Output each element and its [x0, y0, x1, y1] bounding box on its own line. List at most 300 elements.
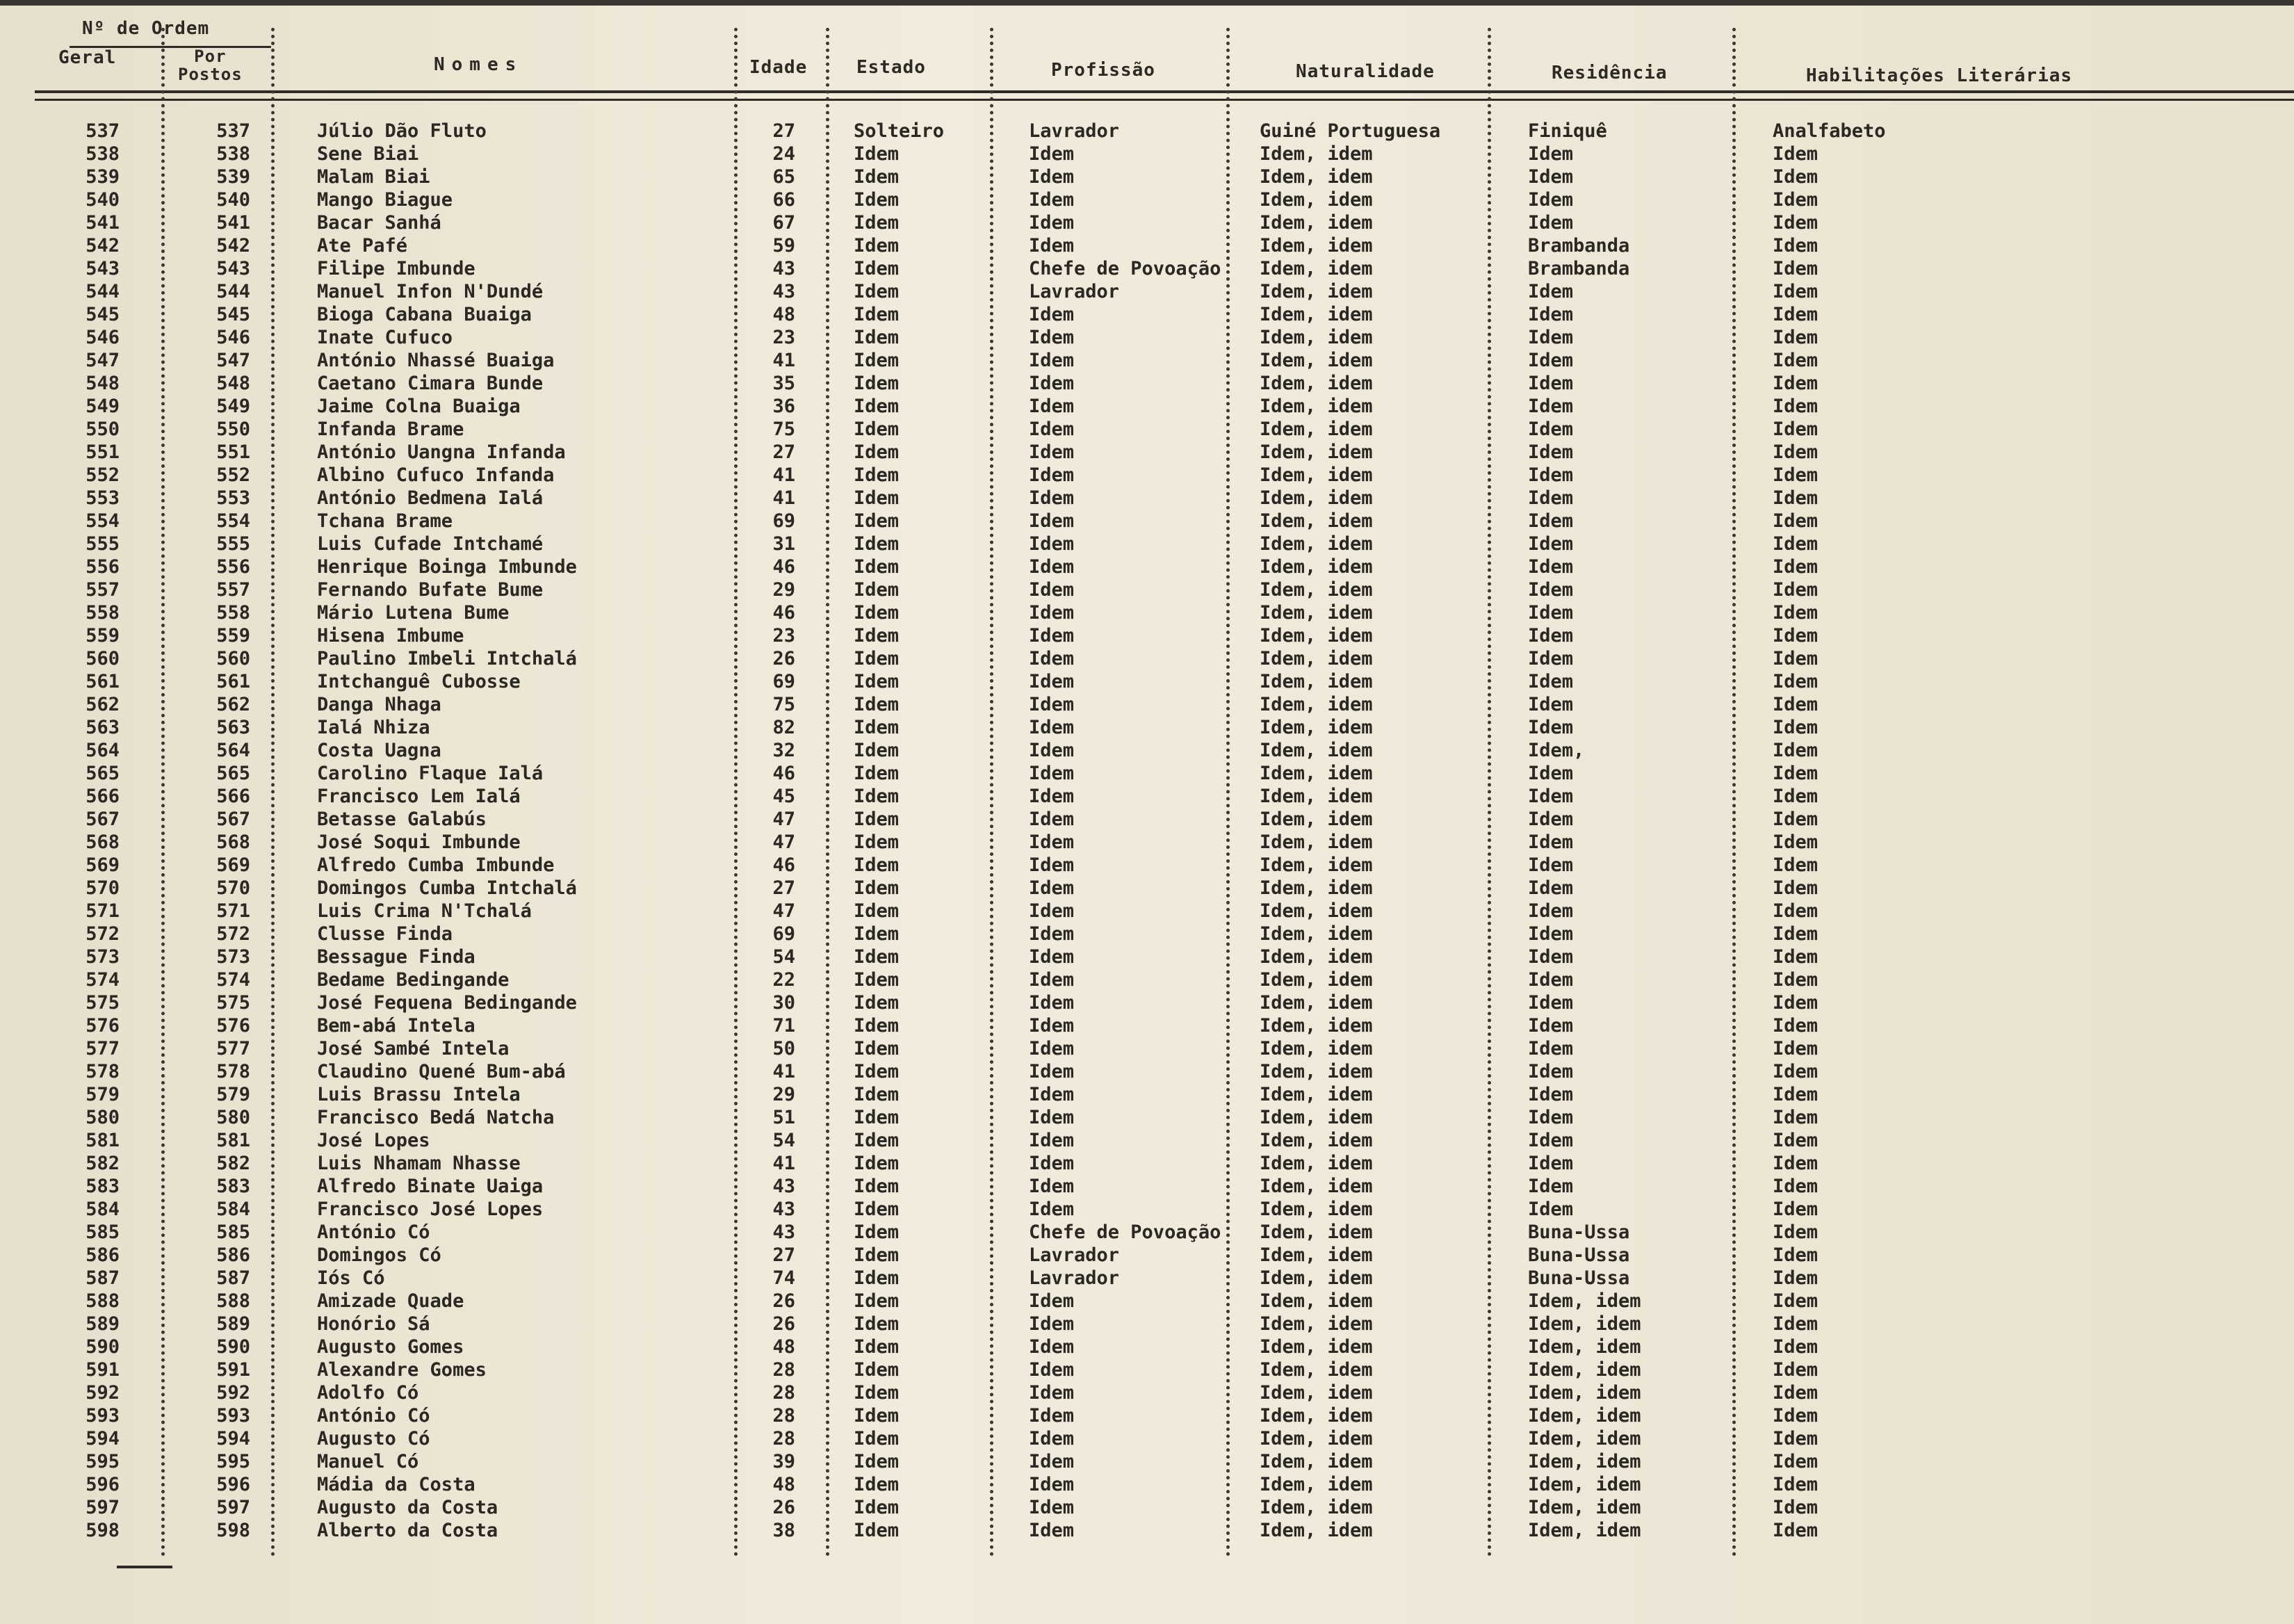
cell-numero-geral: 558: [86, 602, 120, 624]
cell-residencia: Idem,: [1528, 740, 1585, 761]
cell-profissao: Idem: [1029, 1336, 1075, 1358]
table-row: [0, 1313, 2294, 1335]
cell-numero-posto: 541: [216, 212, 250, 234]
cell-residencia: Idem: [1528, 327, 1574, 348]
cell-numero-geral: 540: [86, 189, 120, 211]
cell-residencia: Idem: [1528, 809, 1574, 830]
cell-estado: Idem: [854, 923, 900, 945]
cell-habilitacoes: Idem: [1773, 1153, 1819, 1174]
cell-idade: 38: [772, 1520, 795, 1541]
cell-profissao: Idem: [1029, 1084, 1075, 1105]
cell-numero-geral: 585: [86, 1221, 120, 1243]
cell-naturalidade: Idem, idem: [1260, 464, 1373, 486]
cell-profissao: Idem: [1029, 166, 1075, 188]
cell-idade: 23: [772, 327, 795, 348]
end-of-list-rule: [117, 1566, 172, 1568]
cell-residencia: Idem: [1528, 602, 1574, 624]
cell-nome: Sene Biai: [317, 143, 419, 165]
cell-naturalidade: Idem, idem: [1260, 923, 1373, 945]
cell-numero-geral: 550: [86, 419, 120, 440]
cell-naturalidade: Idem, idem: [1260, 763, 1373, 784]
table-row: [0, 968, 2294, 991]
cell-numero-geral: 569: [86, 854, 120, 876]
cell-numero-posto: 556: [216, 556, 250, 578]
cell-numero-geral: 572: [86, 923, 120, 945]
cell-idade: 43: [772, 1176, 795, 1197]
cell-habilitacoes: Idem: [1773, 602, 1819, 624]
cell-idade: 26: [772, 1313, 795, 1335]
cell-estado: Idem: [854, 1497, 900, 1518]
cell-numero-posto: 596: [216, 1474, 250, 1495]
cell-numero-posto: 590: [216, 1336, 250, 1358]
cell-naturalidade: Idem, idem: [1260, 1359, 1373, 1381]
table-row: [0, 854, 2294, 877]
cell-numero-posto: 550: [216, 419, 250, 440]
cell-residencia: Idem: [1528, 900, 1574, 922]
cell-numero-posto: 558: [216, 602, 250, 624]
table-row: [0, 670, 2294, 693]
cell-numero-geral: 553: [86, 487, 120, 509]
cell-naturalidade: Idem, idem: [1260, 441, 1373, 463]
cell-idade: 24: [772, 143, 795, 165]
cell-nome: Carolino Flaque Ialá: [317, 763, 544, 784]
cell-residencia: Idem: [1528, 396, 1574, 417]
cell-nome: Henrique Boinga Imbunde: [317, 556, 577, 578]
cell-nome: Manuel Có: [317, 1451, 419, 1472]
cell-estado: Idem: [854, 786, 900, 807]
cell-residencia: Idem: [1528, 1107, 1574, 1128]
cell-naturalidade: Idem, idem: [1260, 1176, 1373, 1197]
cell-habilitacoes: Idem: [1773, 1015, 1819, 1037]
cell-estado: Idem: [854, 258, 900, 279]
cell-nome: Mango Biague: [317, 189, 453, 211]
cell-idade: 71: [772, 1015, 795, 1037]
cell-numero-geral: 557: [86, 579, 120, 601]
cell-profissao: Idem: [1029, 877, 1075, 899]
cell-estado: Idem: [854, 1382, 900, 1404]
cell-nome: Luis Brassu Intela: [317, 1084, 521, 1105]
cell-habilitacoes: Idem: [1773, 625, 1819, 647]
cell-habilitacoes: Idem: [1773, 1244, 1819, 1266]
table-row: [0, 900, 2294, 923]
cell-habilitacoes: Idem: [1773, 1084, 1819, 1105]
cell-naturalidade: Idem, idem: [1260, 487, 1373, 509]
cell-naturalidade: Idem, idem: [1260, 1405, 1373, 1427]
cell-numero-posto: 557: [216, 579, 250, 601]
cell-residencia: Idem: [1528, 831, 1574, 853]
table-row: [0, 211, 2294, 234]
cell-idade: 27: [772, 1244, 795, 1266]
cell-residencia: Idem, idem: [1528, 1497, 1641, 1518]
table-row: [0, 487, 2294, 510]
cell-idade: 43: [772, 1221, 795, 1243]
cell-residencia: Idem: [1528, 419, 1574, 440]
cell-estado: Idem: [854, 1290, 900, 1312]
cell-naturalidade: Idem, idem: [1260, 694, 1373, 715]
cell-profissao: Idem: [1029, 1497, 1075, 1518]
cell-nome: Mádia da Costa: [317, 1474, 475, 1495]
cell-estado: Idem: [854, 740, 900, 761]
cell-numero-geral: 574: [86, 969, 120, 991]
cell-naturalidade: Idem, idem: [1260, 1061, 1373, 1082]
cell-residencia: Idem: [1528, 281, 1574, 302]
cell-profissao: Idem: [1029, 1176, 1075, 1197]
cell-profissao: Idem: [1029, 946, 1075, 968]
cell-profissao: Idem: [1029, 1451, 1075, 1472]
cell-habilitacoes: Idem: [1773, 1336, 1819, 1358]
cell-numero-posto: 592: [216, 1382, 250, 1404]
cell-residencia: Buna-Ussa: [1528, 1267, 1630, 1289]
cell-profissao: Idem: [1029, 602, 1075, 624]
cell-habilitacoes: Idem: [1773, 1428, 1819, 1450]
table-row: [0, 1175, 2294, 1198]
cell-habilitacoes: Idem: [1773, 809, 1819, 830]
table-row: [0, 441, 2294, 464]
table-row: [0, 716, 2294, 739]
cell-numero-posto: 595: [216, 1451, 250, 1472]
cell-profissao: Idem: [1029, 464, 1075, 486]
cell-nome: Ate Pafé: [317, 235, 408, 257]
cell-nome: Infanda Brame: [317, 419, 464, 440]
cell-naturalidade: Idem, idem: [1260, 854, 1373, 876]
cell-habilitacoes: Idem: [1773, 923, 1819, 945]
cell-profissao: Lavrador: [1029, 120, 1120, 142]
cell-naturalidade: Idem, idem: [1260, 877, 1373, 899]
cell-numero-posto: 572: [216, 923, 250, 945]
cell-naturalidade: Idem, idem: [1260, 327, 1373, 348]
cell-profissao: Lavrador: [1029, 1267, 1120, 1289]
table-row: [0, 165, 2294, 188]
cell-numero-posto: 568: [216, 831, 250, 853]
table-row: [0, 418, 2294, 441]
cell-nome: Ialá Nhiza: [317, 717, 430, 738]
cell-profissao: Idem: [1029, 923, 1075, 945]
cell-nome: António Uangna Infanda: [317, 441, 566, 463]
cell-residencia: Idem: [1528, 373, 1574, 394]
cell-naturalidade: Idem, idem: [1260, 419, 1373, 440]
cell-residencia: Buna-Ussa: [1528, 1244, 1630, 1266]
cell-idade: 43: [772, 1199, 795, 1220]
cell-residencia: Idem: [1528, 487, 1574, 509]
table-row: [0, 326, 2294, 349]
cell-profissao: Idem: [1029, 373, 1075, 394]
cell-profissao: Idem: [1029, 143, 1075, 165]
cell-numero-geral: 596: [86, 1474, 120, 1495]
cell-residencia: Idem: [1528, 1084, 1574, 1105]
cell-idade: 69: [772, 923, 795, 945]
cell-habilitacoes: Idem: [1773, 854, 1819, 876]
cell-idade: 43: [772, 281, 795, 302]
header-residencia: Residência: [1552, 63, 1668, 83]
cell-numero-posto: 546: [216, 327, 250, 348]
cell-nome: Danga Nhaga: [317, 694, 441, 715]
cell-habilitacoes: Idem: [1773, 831, 1819, 853]
cell-idade: 51: [772, 1107, 795, 1128]
cell-habilitacoes: Idem: [1773, 143, 1819, 165]
cell-naturalidade: Idem, idem: [1260, 1474, 1373, 1495]
cell-numero-posto: 574: [216, 969, 250, 991]
cell-habilitacoes: Idem: [1773, 1290, 1819, 1312]
cell-numero-geral: 539: [86, 166, 120, 188]
table-row: [0, 1037, 2294, 1060]
cell-naturalidade: Idem, idem: [1260, 1267, 1373, 1289]
table-row: [0, 945, 2294, 968]
table-row: [0, 464, 2294, 487]
cell-nome: Caetano Cimara Bunde: [317, 373, 544, 394]
cell-profissao: Idem: [1029, 1313, 1075, 1335]
cell-numero-geral: 563: [86, 717, 120, 738]
cell-naturalidade: Idem, idem: [1260, 1153, 1373, 1174]
cell-profissao: Idem: [1029, 487, 1075, 509]
cell-nome: Bedame Bedingande: [317, 969, 510, 991]
cell-naturalidade: Idem, idem: [1260, 671, 1373, 692]
cell-nome: Fernando Bufate Bume: [317, 579, 544, 601]
cell-residencia: Idem, idem: [1528, 1451, 1641, 1472]
table-row: [0, 1473, 2294, 1496]
cell-residencia: Idem: [1528, 533, 1574, 555]
cell-idade: 28: [772, 1405, 795, 1427]
cell-habilitacoes: Idem: [1773, 556, 1819, 578]
cell-profissao: Idem: [1029, 556, 1075, 578]
table-row: [0, 1014, 2294, 1037]
table-row: [0, 1450, 2294, 1473]
cell-estado: Idem: [854, 235, 900, 257]
cell-nome: Augusto da Costa: [317, 1497, 498, 1518]
cell-residencia: Idem: [1528, 1061, 1574, 1082]
cell-estado: Idem: [854, 809, 900, 830]
cell-idade: 46: [772, 602, 795, 624]
cell-numero-posto: 576: [216, 1015, 250, 1037]
cell-residencia: Idem: [1528, 510, 1574, 532]
cell-nome: Júlio Dão Fluto: [317, 120, 487, 142]
cell-naturalidade: Idem, idem: [1260, 1199, 1373, 1220]
cell-profissao: Idem: [1029, 1474, 1075, 1495]
cell-idade: 48: [772, 1474, 795, 1495]
table-row: [0, 1290, 2294, 1313]
table-row: [0, 1152, 2294, 1175]
cell-numero-posto: 563: [216, 717, 250, 738]
cell-numero-geral: 593: [86, 1405, 120, 1427]
cell-residencia: Idem, idem: [1528, 1290, 1641, 1312]
cell-naturalidade: Guiné Portuguesa: [1260, 120, 1441, 142]
cell-idade: 54: [772, 1130, 795, 1151]
cell-estado: Idem: [854, 419, 900, 440]
cell-numero-geral: 560: [86, 648, 120, 669]
cell-idade: 28: [772, 1382, 795, 1404]
table-row: [0, 785, 2294, 808]
cell-numero-geral: 570: [86, 877, 120, 899]
cell-profissao: Idem: [1029, 1405, 1075, 1427]
cell-habilitacoes: Idem: [1773, 1451, 1819, 1472]
cell-numero-geral: 545: [86, 304, 120, 325]
cell-habilitacoes: Idem: [1773, 1405, 1819, 1427]
cell-profissao: Idem: [1029, 1290, 1075, 1312]
cell-profissao: Idem: [1029, 441, 1075, 463]
cell-numero-posto: 587: [216, 1267, 250, 1289]
cell-idade: 22: [772, 969, 795, 991]
cell-habilitacoes: Idem: [1773, 487, 1819, 509]
cell-nome: Alfredo Cumba Imbunde: [317, 854, 555, 876]
cell-estado: Idem: [854, 1084, 900, 1105]
cell-idade: 54: [772, 946, 795, 968]
cell-numero-posto: 554: [216, 510, 250, 532]
cell-numero-posto: 588: [216, 1290, 250, 1312]
cell-numero-geral: 577: [86, 1038, 120, 1059]
cell-nome: José Soqui Imbunde: [317, 831, 521, 853]
cell-habilitacoes: Idem: [1773, 258, 1819, 279]
cell-habilitacoes: Analfabeto: [1773, 120, 1886, 142]
cell-numero-posto: 565: [216, 763, 250, 784]
cell-residencia: Idem: [1528, 1199, 1574, 1220]
cell-nome: Bioga Cabana Buaiga: [317, 304, 532, 325]
cell-estado: Idem: [854, 556, 900, 578]
cell-nome: Albino Cufuco Infanda: [317, 464, 555, 486]
cell-estado: Idem: [854, 143, 900, 165]
table-row: [0, 624, 2294, 647]
cell-numero-posto: 580: [216, 1107, 250, 1128]
cell-habilitacoes: Idem: [1773, 1199, 1819, 1220]
cell-numero-geral: 537: [86, 120, 120, 142]
cell-numero-posto: 561: [216, 671, 250, 692]
table-row: [0, 257, 2294, 280]
cell-numero-geral: 538: [86, 143, 120, 165]
cell-nome: Alfredo Binate Uaiga: [317, 1176, 544, 1197]
cell-habilitacoes: Idem: [1773, 717, 1819, 738]
cell-idade: 43: [772, 258, 795, 279]
header-por-postos: Por Postos: [178, 47, 243, 84]
cell-estado: Idem: [854, 831, 900, 853]
cell-profissao: Chefe de Povoação: [1029, 258, 1221, 279]
cell-estado: Idem: [854, 510, 900, 532]
cell-habilitacoes: Idem: [1773, 304, 1819, 325]
cell-idade: 65: [772, 166, 795, 188]
cell-naturalidade: Idem, idem: [1260, 235, 1373, 257]
header-estado: Estado: [856, 57, 926, 78]
cell-naturalidade: Idem, idem: [1260, 350, 1373, 371]
cell-idade: 28: [772, 1428, 795, 1450]
table-row: [0, 647, 2294, 670]
cell-numero-geral: 587: [86, 1267, 120, 1289]
cell-numero-posto: 597: [216, 1497, 250, 1518]
table-row: [0, 1198, 2294, 1221]
cell-nome: Francisco Lem Ialá: [317, 786, 521, 807]
cell-residencia: Idem: [1528, 877, 1574, 899]
table-row: [0, 762, 2294, 785]
cell-nome: António Nhassé Buaiga: [317, 350, 555, 371]
table-row: [0, 601, 2294, 624]
cell-nome: Augusto Có: [317, 1428, 430, 1450]
cell-numero-posto: 542: [216, 235, 250, 257]
cell-habilitacoes: Idem: [1773, 166, 1819, 188]
cell-estado: Idem: [854, 671, 900, 692]
cell-numero-posto: 540: [216, 189, 250, 211]
cell-nome: Manuel Infon N'Dundé: [317, 281, 544, 302]
cell-naturalidade: Idem, idem: [1260, 717, 1373, 738]
cell-numero-posto: 585: [216, 1221, 250, 1243]
header-ordem-group: Nº de Ordem: [82, 18, 210, 39]
cell-nome: António Bedmena Ialá: [317, 487, 544, 509]
header-profissao: Profissão: [1051, 60, 1155, 81]
table-row: [0, 120, 2294, 143]
cell-nome: Jaime Colna Buaiga: [317, 396, 521, 417]
cell-habilitacoes: Idem: [1773, 510, 1819, 532]
cell-residencia: Idem: [1528, 1153, 1574, 1174]
cell-nome: José Fequena Bedingande: [317, 992, 577, 1014]
cell-naturalidade: Idem, idem: [1260, 1428, 1373, 1450]
cell-estado: Idem: [854, 166, 900, 188]
cell-idade: 45: [772, 786, 795, 807]
cell-habilitacoes: Idem: [1773, 1382, 1819, 1404]
cell-habilitacoes: Idem: [1773, 281, 1819, 302]
cell-naturalidade: Idem, idem: [1260, 1015, 1373, 1037]
cell-residencia: Idem: [1528, 1130, 1574, 1151]
cell-habilitacoes: Idem: [1773, 1267, 1819, 1289]
cell-residencia: Idem: [1528, 671, 1574, 692]
cell-naturalidade: Idem, idem: [1260, 946, 1373, 968]
cell-residencia: Idem: [1528, 212, 1574, 234]
cell-numero-geral: 573: [86, 946, 120, 968]
cell-estado: Idem: [854, 396, 900, 417]
cell-estado: Idem: [854, 487, 900, 509]
cell-numero-posto: 549: [216, 396, 250, 417]
cell-numero-geral: 542: [86, 235, 120, 257]
cell-nome: Luis Nhamam Nhasse: [317, 1153, 521, 1174]
cell-profissao: Idem: [1029, 1153, 1075, 1174]
table-row: [0, 1358, 2294, 1381]
cell-naturalidade: Idem, idem: [1260, 510, 1373, 532]
header-rule-top: [35, 90, 2294, 93]
cell-naturalidade: Idem, idem: [1260, 1130, 1373, 1151]
cell-numero-geral: 543: [86, 258, 120, 279]
cell-residencia: Idem, idem: [1528, 1359, 1641, 1381]
header-rule-bottom: [35, 99, 2294, 101]
cell-estado: Idem: [854, 1061, 900, 1082]
cell-numero-geral: 571: [86, 900, 120, 922]
cell-naturalidade: Idem, idem: [1260, 602, 1373, 624]
cell-profissao: Idem: [1029, 992, 1075, 1014]
cell-habilitacoes: Idem: [1773, 441, 1819, 463]
cell-estado: Idem: [854, 533, 900, 555]
cell-profissao: Idem: [1029, 831, 1075, 853]
cell-numero-geral: 575: [86, 992, 120, 1014]
cell-idade: 39: [772, 1451, 795, 1472]
cell-numero-posto: 564: [216, 740, 250, 761]
cell-estado: Idem: [854, 1244, 900, 1266]
cell-numero-posto: 566: [216, 786, 250, 807]
cell-residencia: Idem, idem: [1528, 1405, 1641, 1427]
cell-numero-geral: 598: [86, 1520, 120, 1541]
cell-estado: Idem: [854, 212, 900, 234]
cell-naturalidade: Idem, idem: [1260, 1221, 1373, 1243]
cell-idade: 32: [772, 740, 795, 761]
cell-numero-posto: 544: [216, 281, 250, 302]
cell-numero-geral: 554: [86, 510, 120, 532]
cell-estado: Idem: [854, 281, 900, 302]
cell-residencia: Idem, idem: [1528, 1520, 1641, 1541]
cell-residencia: Idem, idem: [1528, 1428, 1641, 1450]
cell-residencia: Idem: [1528, 464, 1574, 486]
cell-naturalidade: Idem, idem: [1260, 1084, 1373, 1105]
cell-habilitacoes: Idem: [1773, 877, 1819, 899]
cell-numero-posto: 551: [216, 441, 250, 463]
table-row: [0, 349, 2294, 372]
cell-profissao: Idem: [1029, 763, 1075, 784]
cell-nome: Costa Uagna: [317, 740, 441, 761]
cell-idade: 41: [772, 1153, 795, 1174]
cell-estado: Idem: [854, 946, 900, 968]
table-row: [0, 372, 2294, 395]
cell-naturalidade: Idem, idem: [1260, 809, 1373, 830]
